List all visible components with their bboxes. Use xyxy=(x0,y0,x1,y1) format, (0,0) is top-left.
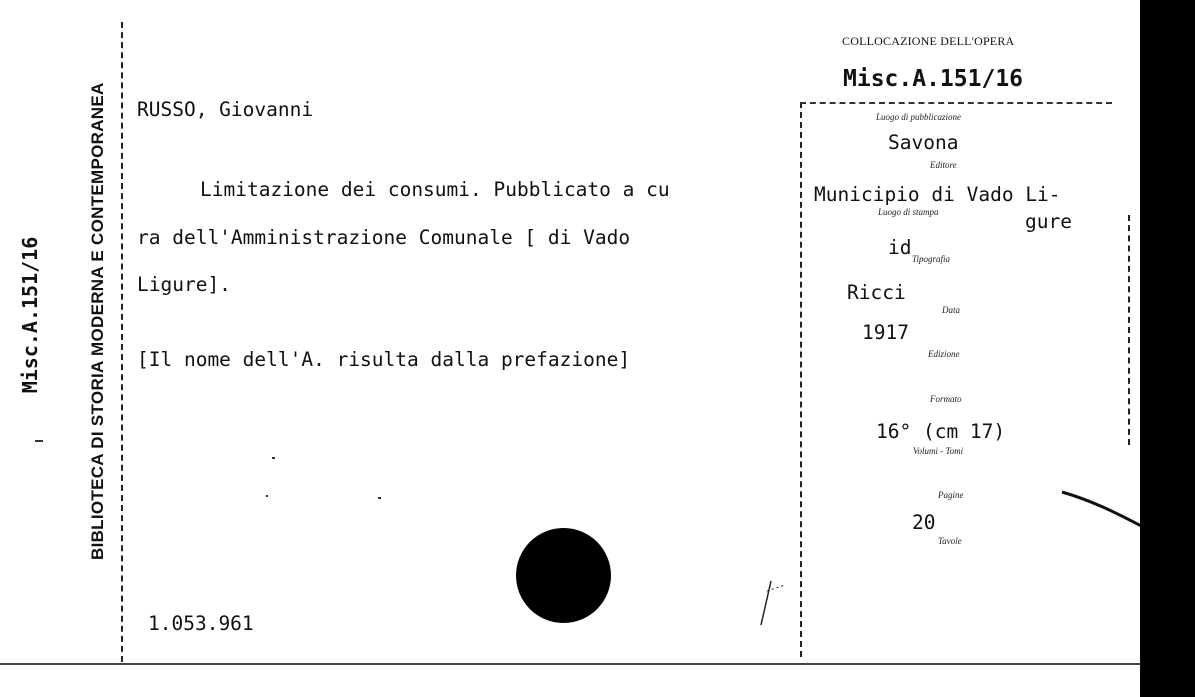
right-column-top-rule xyxy=(800,102,1112,104)
tipografia-label: Tipografia xyxy=(912,254,951,264)
punch-hole xyxy=(516,528,611,623)
title-line-3: Ligure]. xyxy=(137,273,231,296)
editore-label: Editore xyxy=(930,160,957,170)
library-name: BIBLIOTECA DI STORIA MODERNA E CONTEMPORANEA xyxy=(88,82,107,560)
formato: 16° (cm 17) xyxy=(876,420,1006,443)
inventory-number: 1.053.961 xyxy=(148,612,254,635)
left-card-border xyxy=(121,22,123,662)
editore-line-1: Municipio di Vado Li- xyxy=(814,183,1061,206)
luogo-stampa: id xyxy=(888,236,912,259)
formato-label: Formato xyxy=(930,394,962,404)
side-shelfmark: Misc.A.151/16 xyxy=(18,236,42,394)
collocazione-label: COLLOCAZIONE DELL'OPERA xyxy=(842,34,1015,48)
bottom-rule xyxy=(0,663,1140,665)
shelfmark: Misc.A.151/16 xyxy=(843,66,1024,92)
pencil-mark xyxy=(755,575,795,630)
scan-edge-shadow xyxy=(1140,0,1195,697)
title-line-1: Limitazione dei consumi. Pubblicato a cu xyxy=(200,178,670,201)
volumi-label: Volumi - Tomi xyxy=(913,446,964,456)
author: RUSSO, Giovanni xyxy=(137,98,314,121)
bibliographic-note: [Il nome dell'A. risulta dalla prefazione] xyxy=(137,348,631,371)
title-line-2: ra dell'Amministrazione Comunale [ di Vado xyxy=(137,226,631,249)
left-tick xyxy=(35,440,43,442)
right-column-border xyxy=(800,102,802,657)
pagine: 20 xyxy=(912,511,936,534)
tipografia: Ricci xyxy=(847,281,906,304)
speck xyxy=(266,495,268,497)
edge-scratch xyxy=(1060,480,1150,540)
speck xyxy=(272,457,275,459)
far-right-edge xyxy=(1128,215,1130,445)
pagine-label: Pagine xyxy=(938,490,964,500)
data: 1917 xyxy=(862,321,909,344)
editore-line-2: gure xyxy=(1025,210,1072,233)
luogo-stampa-label: Luogo di stampa xyxy=(878,207,939,217)
luogo-pubblicazione-label: Luogo di pubblicazione xyxy=(876,112,961,122)
tavole-label: Tavole xyxy=(938,536,962,546)
data-label: Data xyxy=(942,305,960,315)
edizione-label: Edizione xyxy=(928,349,960,359)
luogo-pubblicazione: Savona xyxy=(888,131,959,154)
speck xyxy=(378,497,381,499)
